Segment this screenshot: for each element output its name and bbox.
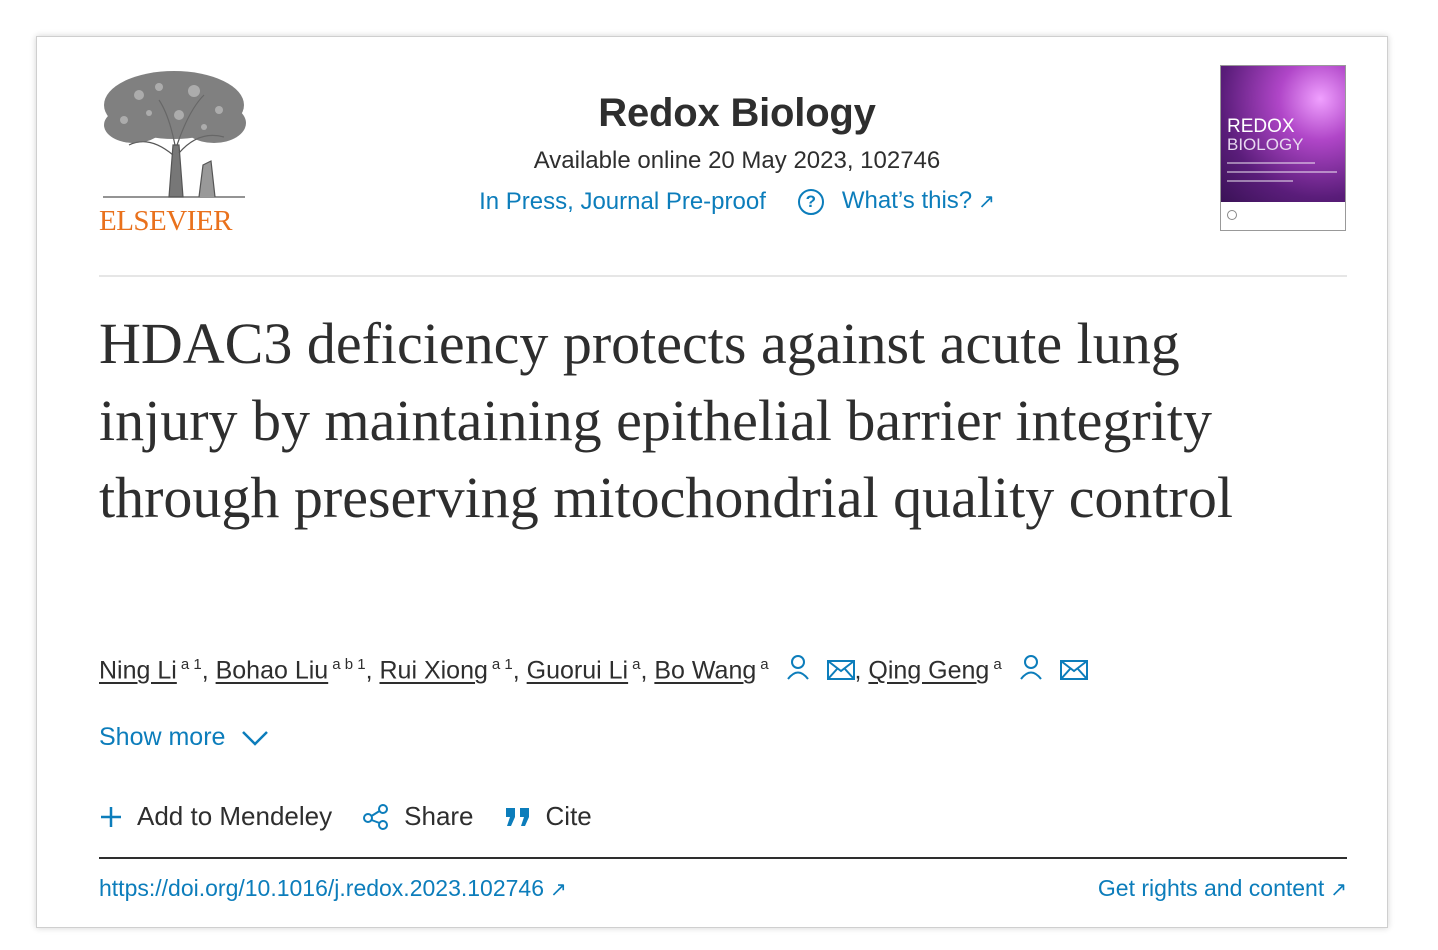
share-label: Share xyxy=(404,801,474,831)
mendeley-label: Add to Mendeley xyxy=(137,801,333,831)
author-link[interactable]: Bohao Liu xyxy=(215,656,329,685)
available-online: Available online 20 May 2023, 102746 xyxy=(533,147,941,174)
doi-link[interactable] xyxy=(99,875,567,902)
author-affiliation: a b 1 xyxy=(332,656,366,673)
article-actions xyxy=(99,801,622,832)
external-link-icon: ↗ xyxy=(978,191,995,213)
author-affiliation: a xyxy=(760,656,769,673)
share-icon xyxy=(362,803,390,831)
envelope-icon[interactable] xyxy=(827,652,855,692)
author-link[interactable]: Qing Geng xyxy=(868,656,990,685)
whats-this-link[interactable] xyxy=(842,185,995,218)
envelope-icon[interactable] xyxy=(1060,652,1088,692)
quote-icon xyxy=(504,806,532,828)
cite-label: Cite xyxy=(545,801,592,831)
journal-cover[interactable] xyxy=(1220,65,1346,231)
author-affiliation: a xyxy=(993,656,1002,673)
author-affiliation: a 1 xyxy=(180,656,202,673)
doi-label: https://doi.org/10.1016/j.redox.2023.102746 xyxy=(99,875,545,901)
journal-info xyxy=(407,87,1067,218)
chevron-down-icon xyxy=(241,729,269,747)
share-button[interactable] xyxy=(362,801,473,832)
cite-button[interactable] xyxy=(504,801,592,832)
author-link[interactable]: Guorui Li xyxy=(526,656,629,685)
cover-title-line1: REDOX xyxy=(1227,116,1295,137)
person-icon[interactable] xyxy=(1019,652,1043,692)
cover-footer xyxy=(1221,202,1345,230)
author-link[interactable]: Bo Wang xyxy=(654,656,757,685)
whats-this-label: What’s this? xyxy=(841,187,973,214)
external-link-icon: ↗ xyxy=(550,879,567,901)
header-divider xyxy=(99,275,1347,277)
plus-icon xyxy=(99,805,123,829)
person-icon[interactable] xyxy=(786,652,810,692)
elsevier-wordmark: ELSEVIER xyxy=(99,205,232,237)
journal-title[interactable]: Redox Biology xyxy=(598,91,876,135)
status-row xyxy=(407,185,1067,218)
author-link[interactable]: Rui Xiong xyxy=(379,656,488,685)
cover-title-line2: BIOLOGY xyxy=(1227,135,1304,154)
cover-decoration xyxy=(1227,162,1337,189)
cover-title xyxy=(1227,118,1304,154)
get-rights-link[interactable] xyxy=(1098,875,1347,902)
journal-status: In Press, Journal Pre-proof xyxy=(479,187,766,215)
actions-divider xyxy=(99,857,1347,859)
elsevier-logo[interactable] xyxy=(99,65,249,237)
author-link[interactable]: Ning Li xyxy=(99,656,177,685)
article-header-card xyxy=(36,36,1388,928)
tree-logo-icon xyxy=(99,65,249,205)
rights-label: Get rights and content xyxy=(1097,875,1325,901)
show-more-label: Show more xyxy=(99,723,226,751)
question-icon[interactable]: ? xyxy=(798,189,824,215)
external-link-icon: ↗ xyxy=(1330,879,1347,901)
add-to-mendeley-button[interactable] xyxy=(99,801,332,832)
author-affiliation: a 1 xyxy=(491,656,513,673)
author-affiliation: a xyxy=(632,656,641,673)
author-list: Ning Li $^{a 1}$, Bohao Liu $^{a b 1}$, Rui Xiong $^{a 1}$, Guorui Li $^a$, Bo Wang $^a$ , Qing Geng $^a$ xyxy=(99,645,1349,692)
article-title: HDAC3 deficiency protects against acute lung injury by maintaining epithelial barrier integrity through preserving mitochondrial quality control xyxy=(99,311,1233,530)
show-more-button[interactable] xyxy=(99,723,269,752)
